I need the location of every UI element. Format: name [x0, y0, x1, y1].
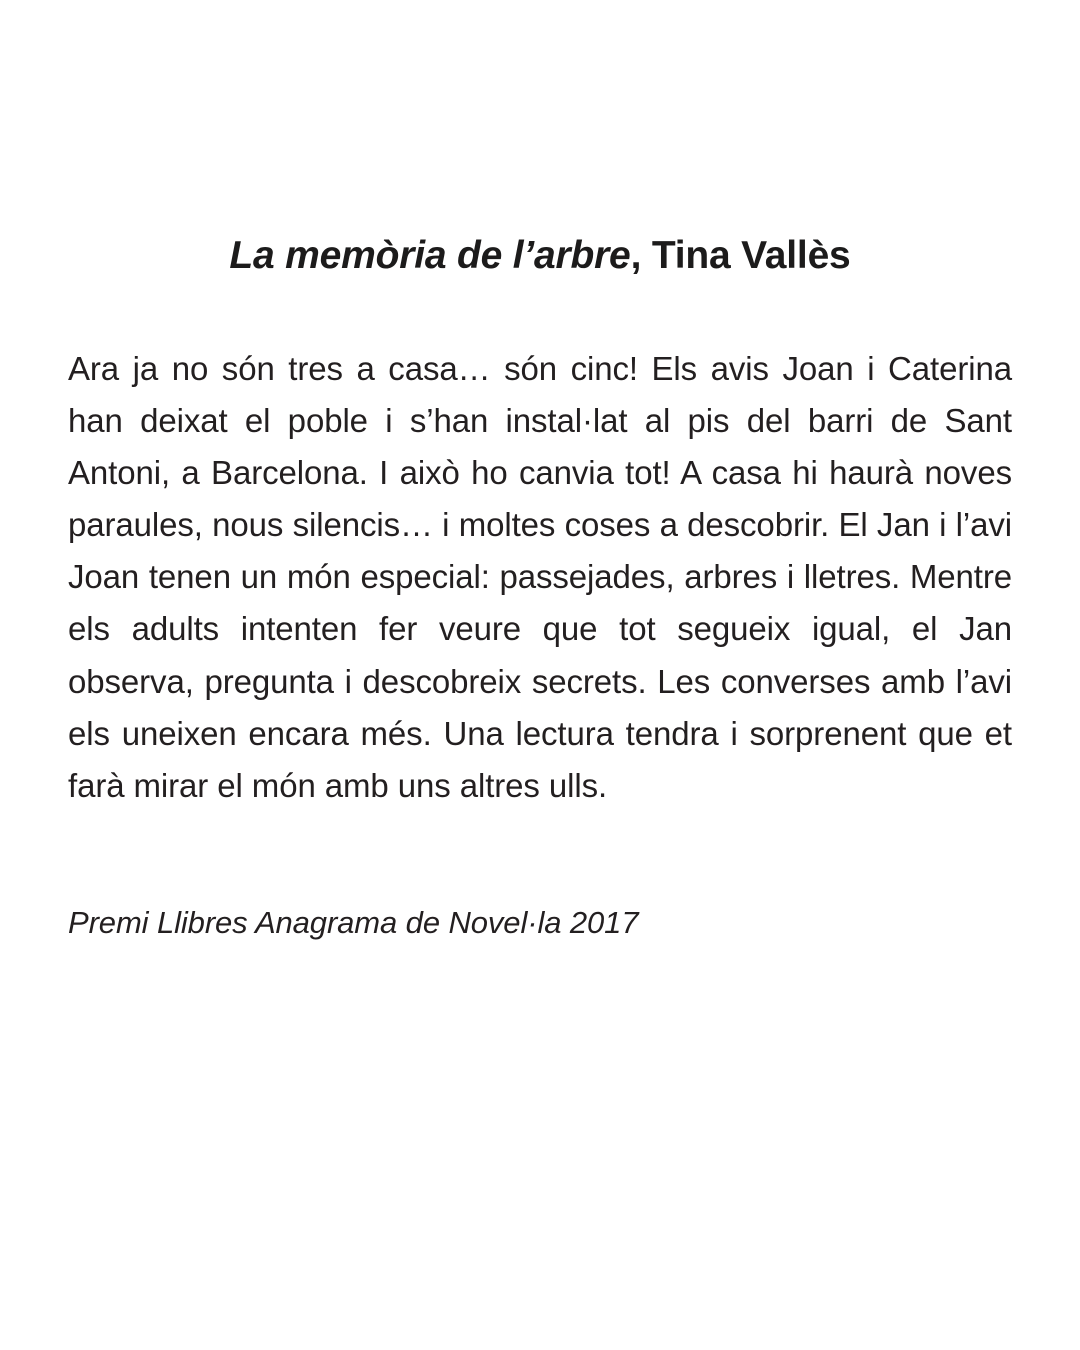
award-line: Premi Llibres Anagrama de Novel·la 2017	[68, 904, 639, 940]
title-separator: ,	[630, 234, 652, 277]
book-title-work: La memòria de l’arbre	[229, 234, 631, 277]
book-synopsis: Ara ja no són tres a casa… són cinc! Els avis Joan i Caterina han deixat el poble i s’han instal·lat al pis del barri de Sant Antoni, a Barcelona. I això ho canvia tot! A casa hi haurà noves paraules, nous silencis… i moltes coses a descobrir. El Jan i l’avi Joan tenen un món especial: passejades, arbres i lletres. Mentre els adults intenten fer veure que tot segueix igual, el Jan observa, pregunta i descobreix secrets. Les converses amb l’avi els uneixen encara més. Una lectura tendra i sorprenent que et farà mirar el món amb uns altres ulls.	[68, 349, 1012, 804]
book-author-name: Tina Vallès	[651, 234, 851, 277]
page-title	[68, 232, 1012, 281]
